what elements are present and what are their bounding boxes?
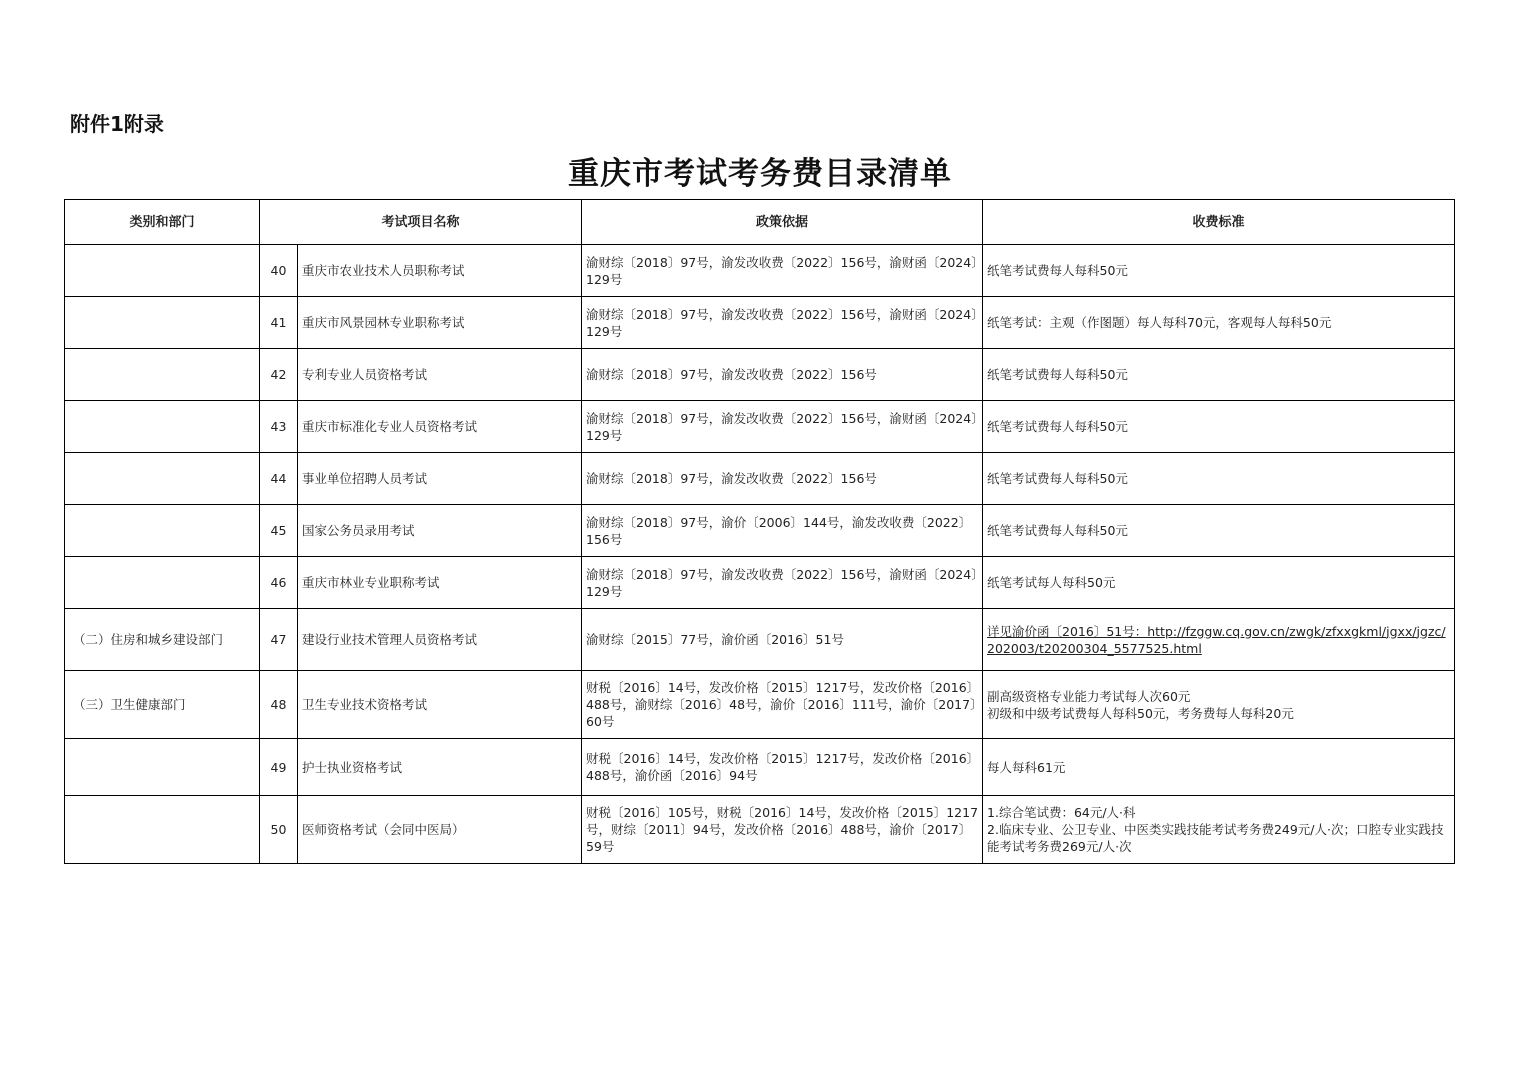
row-fee: 每人每科61元 <box>983 739 1455 796</box>
row-policy: 渝财综〔2018〕97号，渝发改收费〔2022〕156号，渝财函〔2024〕129号 <box>582 297 983 349</box>
row-policy: 渝财综〔2018〕97号，渝发改收费〔2022〕156号，渝财函〔2024〕129号 <box>582 245 983 297</box>
fee-catalog-table <box>64 199 1455 864</box>
row-fee <box>983 609 1455 671</box>
row-policy: 财税〔2016〕105号，财税〔2016〕14号，发改价格〔2015〕1217号，财综〔2011〕94号，发改价格〔2016〕488号，渝价〔2017〕59号 <box>582 796 983 864</box>
table-row <box>65 453 1455 505</box>
row-number: 44 <box>260 453 298 505</box>
row-policy: 渝财综〔2018〕97号，渝发改收费〔2022〕156号 <box>582 453 983 505</box>
row-category: （三）卫生健康部门 <box>65 671 260 739</box>
row-fee: 纸笔考试费每人每科50元 <box>983 401 1455 453</box>
row-exam-name: 重庆市风景园林专业职称考试 <box>298 297 582 349</box>
row-fee: 纸笔考试每人每科50元 <box>983 557 1455 609</box>
row-fee: 纸笔考试费每人每科50元 <box>983 349 1455 401</box>
row-category <box>65 297 260 349</box>
row-fee: 副高级资格专业能力考试每人次60元 初级和中级考试费每人每科50元，考务费每人每科20元 <box>983 671 1455 739</box>
row-category <box>65 349 260 401</box>
row-number: 42 <box>260 349 298 401</box>
table-row <box>65 349 1455 401</box>
table-row <box>65 297 1455 349</box>
row-fee: 纸笔考试费每人每科50元 <box>983 453 1455 505</box>
header-category: 类别和部门 <box>65 200 260 245</box>
table-row <box>65 245 1455 297</box>
row-category <box>65 557 260 609</box>
row-fee: 1.综合笔试费：64元/人·科 2.临床专业、公卫专业、中医类实践技能考试考务费249元/人·次；口腔专业实践技能考试考务费269元/人·次 <box>983 796 1455 864</box>
table-row <box>65 401 1455 453</box>
header-policy: 政策依据 <box>582 200 983 245</box>
row-category <box>65 245 260 297</box>
row-policy: 渝财综〔2018〕97号，渝发改收费〔2022〕156号 <box>582 349 983 401</box>
row-policy: 渝财综〔2018〕97号，渝发改收费〔2022〕156号，渝财函〔2024〕129号 <box>582 401 983 453</box>
row-number: 45 <box>260 505 298 557</box>
row-exam-name: 重庆市农业技术人员职称考试 <box>298 245 582 297</box>
row-fee: 纸笔考试：主观（作图题）每人每科70元，客观每人每科50元 <box>983 297 1455 349</box>
fee-reference-link[interactable]: 详见渝价函〔2016〕51号：http://fzggw.cq.gov.cn/zwgk/zfxxgkml/jgxx/jgzc/202003/t20200304_5577525.html <box>987 623 1446 656</box>
row-number: 49 <box>260 739 298 796</box>
row-exam-name: 国家公务员录用考试 <box>298 505 582 557</box>
row-number: 43 <box>260 401 298 453</box>
row-category <box>65 453 260 505</box>
header-fee: 收费标准 <box>983 200 1455 245</box>
row-number: 48 <box>260 671 298 739</box>
row-exam-name: 重庆市林业专业职称考试 <box>298 557 582 609</box>
table-row <box>65 796 1455 864</box>
row-category <box>65 505 260 557</box>
row-policy: 财税〔2016〕14号，发改价格〔2015〕1217号，发改价格〔2016〕488号，渝价函〔2016〕94号 <box>582 739 983 796</box>
row-exam-name: 重庆市标准化专业人员资格考试 <box>298 401 582 453</box>
row-number: 46 <box>260 557 298 609</box>
row-number: 50 <box>260 796 298 864</box>
row-policy: 渝财综〔2018〕97号，渝发改收费〔2022〕156号，渝财函〔2024〕129号 <box>582 557 983 609</box>
table-row <box>65 671 1455 739</box>
row-exam-name: 建设行业技术管理人员资格考试 <box>298 609 582 671</box>
document-title: 重庆市考试考务费目录清单 <box>568 156 952 192</box>
row-exam-name: 医师资格考试（会同中医局） <box>298 796 582 864</box>
row-number: 41 <box>260 297 298 349</box>
table-header-row <box>65 200 1455 245</box>
header-exam-name: 考试项目名称 <box>260 200 582 245</box>
row-category: （二）住房和城乡建设部门 <box>65 609 260 671</box>
row-category <box>65 796 260 864</box>
table-row <box>65 609 1455 671</box>
table-row <box>65 557 1455 609</box>
row-category <box>65 401 260 453</box>
row-number: 47 <box>260 609 298 671</box>
row-fee: 纸笔考试费每人每科50元 <box>983 505 1455 557</box>
row-fee: 纸笔考试费每人每科50元 <box>983 245 1455 297</box>
row-exam-name: 专利专业人员资格考试 <box>298 349 582 401</box>
row-policy: 财税〔2016〕14号，发改价格〔2015〕1217号，发改价格〔2016〕488号，渝财综〔2016〕48号，渝价〔2016〕111号，渝价〔2017〕60号 <box>582 671 983 739</box>
table-row <box>65 505 1455 557</box>
attachment-label: 附件1附录 <box>70 112 164 136</box>
row-exam-name: 护士执业资格考试 <box>298 739 582 796</box>
row-category <box>65 739 260 796</box>
table-row <box>65 739 1455 796</box>
row-exam-name: 事业单位招聘人员考试 <box>298 453 582 505</box>
row-policy: 渝财综〔2015〕77号，渝价函〔2016〕51号 <box>582 609 983 671</box>
row-policy: 渝财综〔2018〕97号，渝价〔2006〕144号，渝发改收费〔2022〕156号 <box>582 505 983 557</box>
row-number: 40 <box>260 245 298 297</box>
row-exam-name: 卫生专业技术资格考试 <box>298 671 582 739</box>
